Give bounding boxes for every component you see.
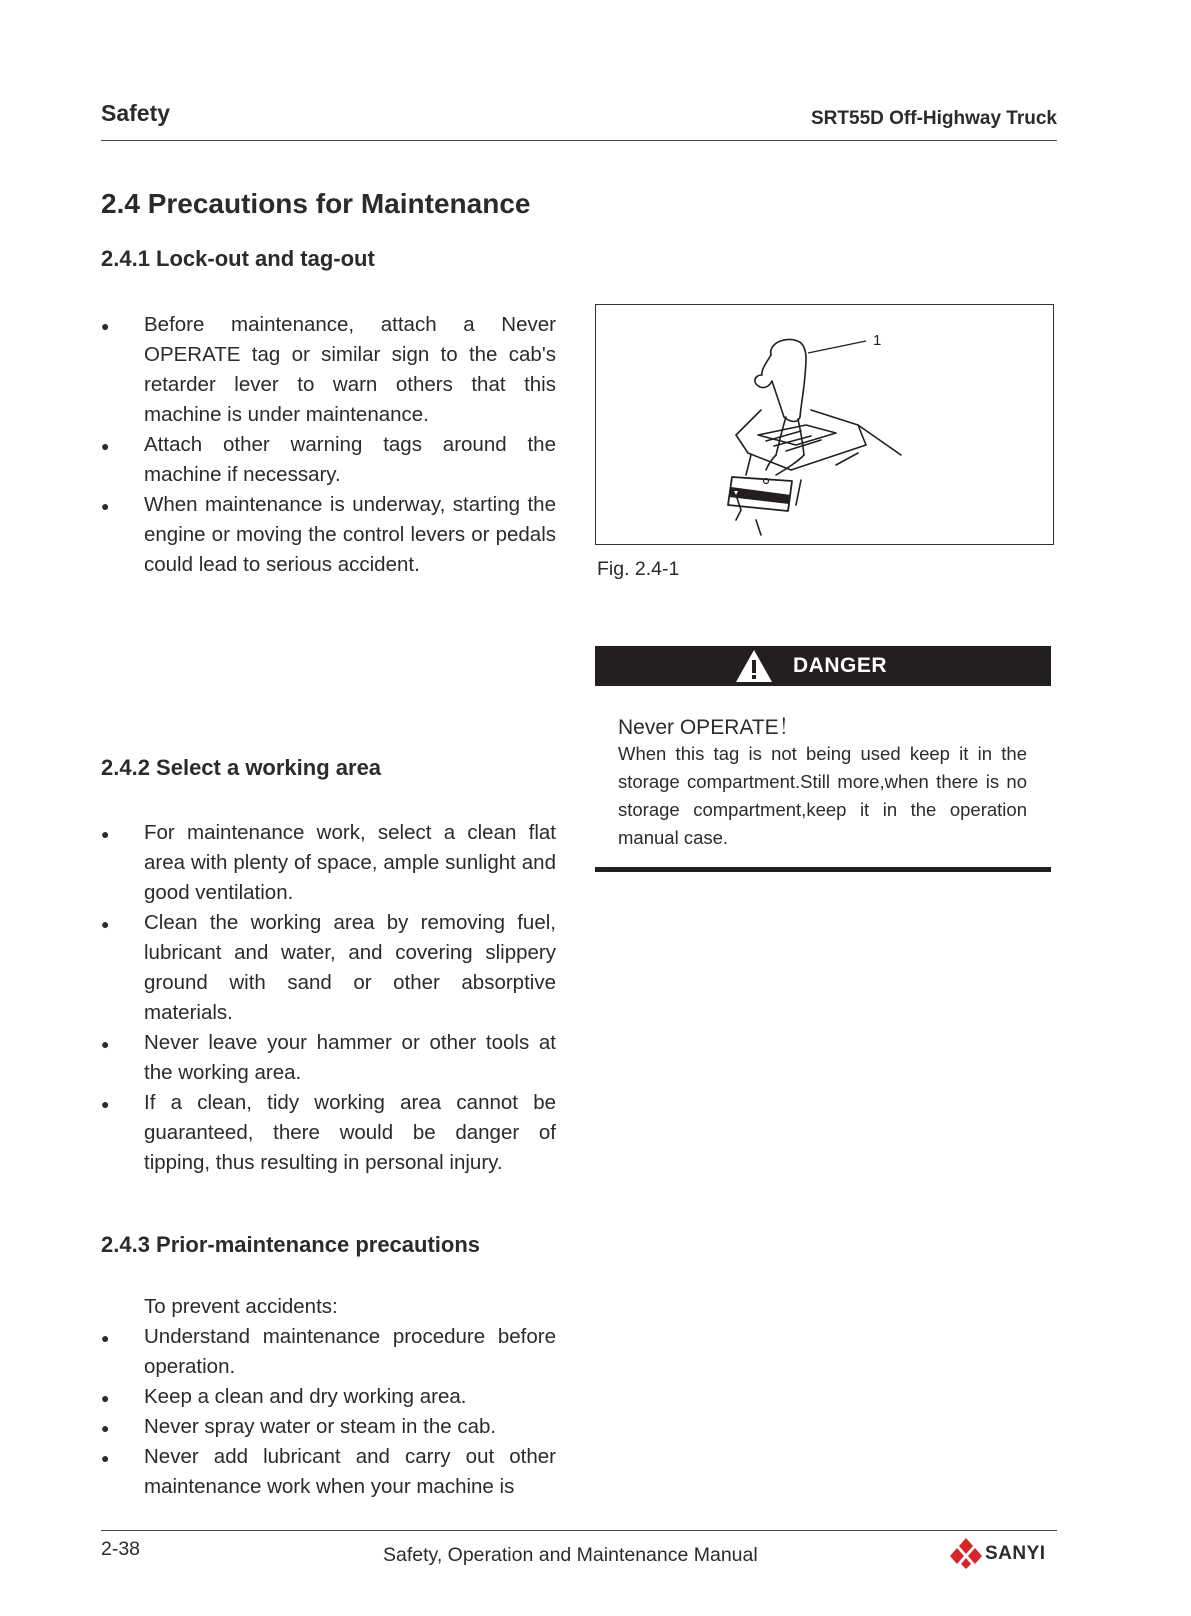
list-item: ● Keep a clean and dry working area. xyxy=(101,1385,467,1408)
danger-title: Never OPERATE！ xyxy=(618,716,800,739)
list-2-4-2 xyxy=(101,818,556,1178)
list-item: ● Attach other warning tags around the machine if necessary. xyxy=(101,433,556,486)
brand-name: SANYI xyxy=(985,1543,1046,1564)
retarder-lever-tag-illustration xyxy=(596,305,1052,543)
section-2-4-3-body xyxy=(101,1292,556,1502)
list-item: ● Before maintenance, attach a Never OPERATE tag or similar sign to the cab's retarder lever to warn others that this machine is under maintenance. xyxy=(101,313,556,426)
bullet-icon: ● xyxy=(101,1420,110,1436)
list-2-4-1 xyxy=(101,310,556,580)
list-item: ● Clean the working area by removing fuel, lubricant and water, and covering slippery ground with sand or other absorptive materials. xyxy=(101,911,556,1024)
bullet-icon: ● xyxy=(101,1330,110,1346)
sanyi-logo xyxy=(949,1536,1046,1570)
bullet-icon: ● xyxy=(101,438,110,454)
list-item: ● Understand maintenance procedure before operation. xyxy=(101,1325,556,1378)
header-divider xyxy=(101,140,1057,141)
intro-text: To prevent accidents: xyxy=(144,1295,338,1318)
list-item: ● Never spray water or steam in the cab. xyxy=(101,1415,497,1438)
danger-banner xyxy=(595,646,1051,686)
warning-triangle-icon xyxy=(735,649,773,683)
list-item: ● For maintenance work, select a clean flat area with plenty of space, ample sunlight and good ventilation. xyxy=(101,821,556,904)
figure-callout: 1 xyxy=(873,332,882,349)
bullet-icon: ● xyxy=(101,318,110,334)
list-item: ● Never add lubricant and carry out other maintenance work when your machine is xyxy=(101,1445,556,1498)
heading-2-4-2: 2.4.2 Select a working area xyxy=(101,755,382,780)
header-section: Safety xyxy=(101,100,171,126)
footer-title: Safety, Operation and Maintenance Manual xyxy=(383,1544,758,1566)
danger-end-rule xyxy=(595,867,1051,872)
danger-label: DANGER xyxy=(793,654,888,677)
figure-caption: Fig. 2.4-1 xyxy=(597,558,680,580)
bullet-icon: ● xyxy=(101,1450,110,1466)
bullet-icon: ● xyxy=(101,498,110,514)
header-product: SRT55D Off-Highway Truck xyxy=(811,108,1057,129)
page-number: 2-38 xyxy=(101,1538,141,1560)
bullet-icon: ● xyxy=(101,1036,110,1052)
heading-2-4-3: 2.4.3 Prior-maintenance precautions xyxy=(101,1232,481,1257)
bullet-icon: ● xyxy=(101,826,110,842)
list-item: ● When maintenance is underway, starting the engine or moving the control levers or pedals could lead to serious accident. xyxy=(101,493,556,576)
list-item: ● Never leave your hammer or other tools at the working area. xyxy=(101,1031,556,1084)
bullet-icon: ● xyxy=(101,916,110,932)
page-title: 2.4 Precautions for Maintenance xyxy=(101,188,531,219)
heading-2-4-1: 2.4.1 Lock-out and tag-out xyxy=(101,246,375,271)
list-item: ● If a clean, tidy working area cannot be guaranteed, there would be danger of tipping, thus resulting in personal injury. xyxy=(101,1091,556,1174)
sanyi-logo-icon xyxy=(949,1536,983,1570)
bullet-icon: ● xyxy=(101,1096,110,1112)
danger-text: When this tag is not being used keep it in the storage compartment.Still more,when there is no storage compartment,keep it in the operation manual case. xyxy=(618,743,1027,848)
figure-box xyxy=(595,304,1054,545)
list-2-4-3 xyxy=(101,1322,556,1502)
bullet-icon: ● xyxy=(101,1390,110,1406)
footer-divider xyxy=(101,1530,1057,1531)
